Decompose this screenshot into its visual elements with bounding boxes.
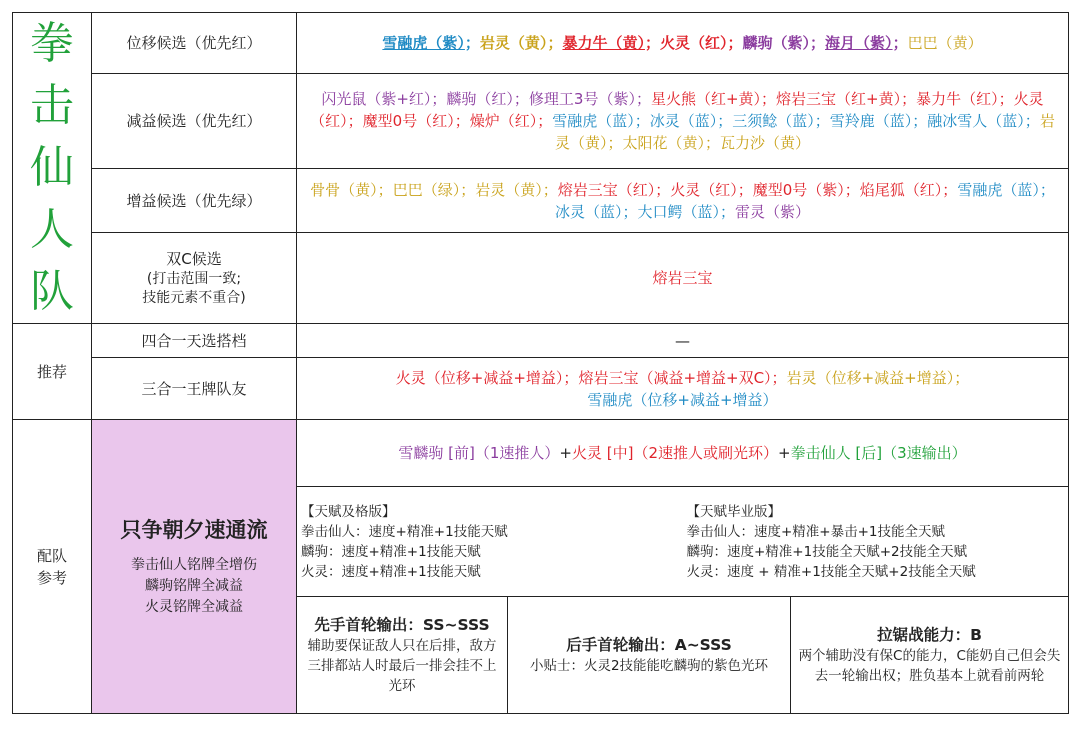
buff-candidates xyxy=(297,168,1069,232)
double-c-note-2: 技能元素不重合) xyxy=(142,290,246,307)
talent-full-title: 【天赋毕业版】 xyxy=(686,503,781,520)
lineup-notes xyxy=(92,555,296,618)
buff-candidate: 火灵（红）； xyxy=(670,180,753,199)
second-hand-title: 后手首轮输出：A~SSS xyxy=(566,636,732,654)
debuff-candidate: 燥炉（红）； xyxy=(469,112,553,131)
three-in-one-candidate: 岩灵（位移+减益+增益）； xyxy=(786,368,970,387)
talent-basic-line-3: 火灵：速度+精准+1技能天赋 xyxy=(301,563,481,580)
talent-full-line-2: 麟驹：速度+精准+1技能全天赋+2技能全天赋 xyxy=(686,543,968,560)
lineup-note-1: 拳击仙人铭牌全增伤 xyxy=(131,557,257,573)
debuff-candidate: 雪融虎（蓝）； xyxy=(552,112,650,131)
debuff-candidate: 熔岩三宝（红+黄）； xyxy=(776,90,917,109)
debuff-candidate: 麟驹（红）； xyxy=(446,90,529,109)
saw-title: 拉锯战能力：B xyxy=(877,626,982,644)
formation-member: + xyxy=(559,444,572,462)
second-hand-cell xyxy=(508,597,791,714)
formation-member: 火灵 [中]（2速推人或刷光环） xyxy=(571,444,779,462)
double-c-value: 熔岩三宝 xyxy=(297,233,1069,324)
double-c-label xyxy=(92,233,297,324)
second-hand-text: 小贴士：火灵2技能能吃麟驹的紫色光环 xyxy=(529,658,769,674)
debuff-candidate: 火灵（红）； xyxy=(310,90,1044,131)
move-candidate: （黄） xyxy=(937,34,983,53)
first-hand-cell xyxy=(297,597,508,714)
move-candidate: 巴巴 xyxy=(907,34,938,53)
lineup-label-1: 配队 xyxy=(36,546,67,565)
move-candidate: ； xyxy=(727,34,743,53)
lineup-name-cell xyxy=(92,420,297,714)
formation-member: + xyxy=(778,444,791,462)
talent-full xyxy=(683,502,1069,582)
saw-text: 两个辅助没有保C的能力，C能奶自己但会失去一轮输出权；胜负基本上就看前两轮 xyxy=(798,648,1061,684)
three-in-one-candidate: 火灵（位移+减益+增益）； xyxy=(395,368,579,387)
talent-cell xyxy=(297,487,1069,597)
talent-full-line-3: 火灵：速度 + 精准+1技能全天赋+2技能全天赋 xyxy=(686,563,976,580)
move-candidate: ； xyxy=(547,34,563,53)
buff-candidate: 巴巴（绿）； xyxy=(392,180,476,199)
first-hand-title: 先手首轮输出：SS~SSS xyxy=(314,616,490,634)
debuff-candidate: 瓦力沙（黄） xyxy=(720,134,811,153)
three-in-one-candidate: 熔岩三宝（减益+增益+双C）； xyxy=(578,368,787,387)
buff-candidate: 骨骨（黄）； xyxy=(310,180,393,199)
formation-cell xyxy=(297,420,1069,487)
lineup-note-3: 火灵铭牌全减益 xyxy=(145,599,243,615)
move-candidate: ； xyxy=(892,34,908,53)
debuff-candidate: 冰灵（蓝）； xyxy=(649,112,733,131)
talent-basic-title: 【天赋及格版】 xyxy=(301,503,396,520)
buff-label: 增益候选（优先绿） xyxy=(92,168,297,232)
formation xyxy=(297,442,1068,464)
lineup-table xyxy=(12,12,1069,714)
move-candidate: 岩灵（黄） xyxy=(479,34,548,53)
move-candidate: ； xyxy=(644,34,660,53)
buff-candidate: 焰尾狐（红）； xyxy=(859,180,958,199)
saw-cell xyxy=(791,597,1069,714)
lineup-note-2: 麟驹铭牌全减益 xyxy=(145,578,243,594)
team-name-char: 人 xyxy=(30,204,74,255)
three-in-one-candidate: 雪融虎（位移+减益+增益） xyxy=(587,390,778,409)
buff-candidate: 雪融虎（蓝）； xyxy=(957,180,1055,199)
three-in-one-value xyxy=(297,358,1069,420)
move-label: 位移候选（优先红） xyxy=(92,13,297,74)
first-hand-text: 辅助要保证敌人只在后排，敌方三排都站人时最后一排会挂不上光环 xyxy=(307,638,497,694)
lineup-label-2: 参考 xyxy=(36,568,67,587)
recommend-label: 推荐 xyxy=(13,324,92,420)
debuff-candidate-list xyxy=(303,88,1062,154)
move-candidate: 火灵（红） xyxy=(659,34,728,53)
debuff-candidate: 魔型0号（红）； xyxy=(362,112,470,131)
buff-candidate: 冰灵（蓝）； xyxy=(554,202,638,221)
three-in-one-label: 三合一王牌队友 xyxy=(92,358,297,420)
buff-candidate: 岩灵（黄）； xyxy=(475,180,558,199)
debuff-candidate: 太阳花（黄）； xyxy=(622,134,720,153)
team-name-cell xyxy=(13,13,92,324)
team-name xyxy=(13,13,91,323)
buff-candidate: 熔岩三宝（红）； xyxy=(557,180,671,199)
talent-basic-line-1: 拳击仙人：速度+精准+1技能天赋 xyxy=(301,523,508,540)
formation-member: 拳击仙人 [后]（3速输出） xyxy=(790,444,967,462)
double-c-note-1: (打击范围一致; xyxy=(146,271,242,288)
debuff-candidate: 岩灵（黄）； xyxy=(554,112,1055,153)
move-candidates xyxy=(297,13,1069,74)
buff-candidate: 雷灵（紫） xyxy=(735,202,811,221)
move-candidate: 海月（紫） xyxy=(825,34,893,53)
buff-candidate: 大口鳄（蓝）； xyxy=(637,202,735,221)
debuff-candidate: 三须鲶（蓝）； xyxy=(732,112,830,131)
formation-member: 雪麟驹 [前]（1速推人） xyxy=(398,444,560,462)
move-candidate: 雪融虎（紫） xyxy=(382,34,465,53)
debuff-label: 减益候选（优先红） xyxy=(92,74,297,169)
team-name-char: 拳 xyxy=(30,18,74,69)
lineup-label xyxy=(13,420,92,714)
debuff-candidate: 暴力牛（红）； xyxy=(916,90,1014,109)
lineup-title: 只争朝夕速通流 xyxy=(120,518,268,542)
move-candidate: ； xyxy=(810,34,826,53)
four-in-one-label: 四合一天选搭档 xyxy=(92,324,297,358)
debuff-candidate: 星火熊（红+黄）； xyxy=(650,90,777,109)
debuff-candidates xyxy=(297,74,1069,169)
four-in-one-value: — xyxy=(297,324,1069,358)
three-in-one-list xyxy=(303,367,1062,411)
buff-candidate-list xyxy=(303,179,1062,223)
double-c-title: 双C候选 xyxy=(166,250,222,269)
team-name-char: 队 xyxy=(30,266,74,317)
talent-full-line-1: 拳击仙人：速度+精准+暴击+1技能全天赋 xyxy=(686,523,946,540)
team-name-char: 击 xyxy=(30,80,74,131)
move-candidate-list xyxy=(303,32,1062,54)
talent-basic-line-2: 麟驹：速度+精准+1技能天赋 xyxy=(301,543,481,560)
buff-candidate: 魔型0号（紫）； xyxy=(752,180,860,199)
debuff-candidate: 雪羚鹿（蓝）； xyxy=(829,112,928,131)
move-candidate: 麟驹（紫） xyxy=(742,34,811,53)
move-candidate: 暴力牛（黄） xyxy=(562,34,645,53)
team-name-char: 仙 xyxy=(30,142,74,193)
debuff-candidate: 融冰雪人（蓝）； xyxy=(927,112,1040,131)
debuff-candidate: 修理工3号（紫）； xyxy=(528,90,651,109)
move-candidate: ； xyxy=(464,34,480,53)
talent-basic xyxy=(297,502,683,582)
debuff-candidate: 闪光鼠（紫+红）； xyxy=(321,90,447,109)
